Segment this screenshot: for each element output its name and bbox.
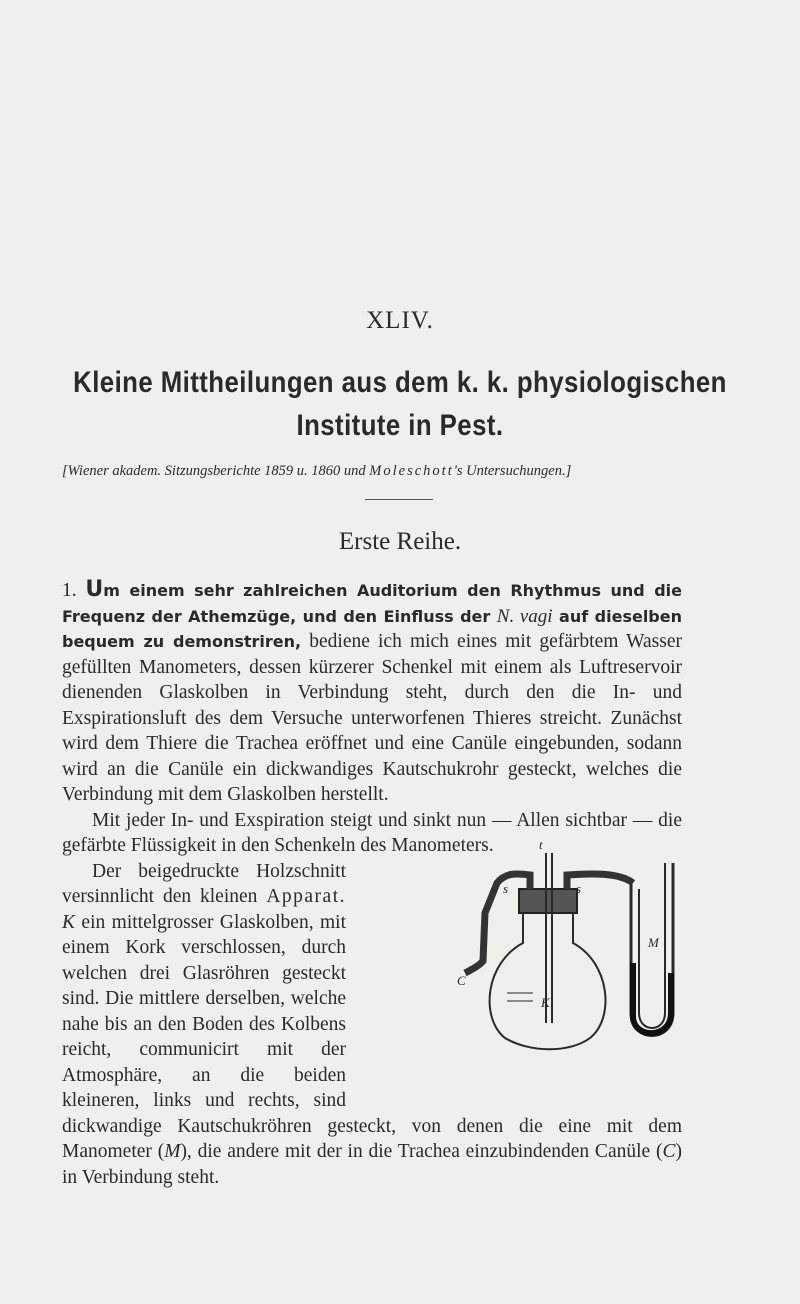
label-s-left: s	[503, 881, 509, 896]
cork	[519, 889, 577, 913]
label-t: t	[539, 837, 543, 852]
label-K: K	[541, 995, 550, 1010]
paragraph-3: Der beigedruckte Holzschnitt versinnlicht den kleinen Apparat. K ein mittelgrosser Glaskolben, mit einem Kork verschlossen, durch welchen drei Glasröhren gesteckt sind. Die mittlere derselben, welche nahe bis an den Boden des Kolbens reicht, communicirt mit der Atmosphäre, an die beiden kleineren, links und rechts, sind dickwandige Kautschukröhren gesteckt, von denen die eine mit dem Manometer (M), die andere mit der in die Trachea einzubindenden Canüle (C) in Verbindung steht.	[62, 860, 682, 1188]
title-line-2: Institute in Pest.	[296, 409, 504, 442]
paragraph-1	[62, 577, 682, 808]
source-citation	[62, 463, 762, 480]
source-part-b: 's Untersuchungen.]	[453, 463, 572, 479]
paragraph-1-text: bediene ich mich eines mit gefärbtem Wasser gefüllten Manometers, dessen kürzerer Schenkel mit einem als Luftreservoir dienenden Glaskolben in Verbindung steht, durch den die In- und Exspirationsluft des dem Versuche unterworfenen Thieres streicht. Zunächst wird dem Thiere die Trachea eröffnet und eine Canüle eingebunden, sodann wird an die Canüle ein dickwandiges Kautschukrohr gesteckt, welches die Verbindung mit dem Glaskolben herstellt.	[62, 631, 682, 805]
chapter-number: XLIV.	[366, 307, 434, 334]
paragraph-2: Mit jeder In- und Exspiration steigt und sinkt nun — Allen sichtbar — die gefärbte Flüssigkeit in den Schenkeln des Manometers.	[62, 809, 682, 856]
series-heading: Erste Reihe.	[338, 528, 462, 555]
flask-outline	[490, 911, 606, 1049]
paragraph-number: 1.	[62, 580, 77, 601]
flask-hatching	[507, 993, 533, 1001]
title-line-1: Kleine Mittheilungen aus dem k. k. physiologischen	[73, 366, 727, 399]
source-part-a: [Wiener akadem. Sitzungsberichte 1859 u. 1860 und	[62, 463, 370, 479]
label-s-right: s	[576, 881, 582, 896]
label-M: M	[648, 935, 659, 950]
apparatus-figure	[435, 837, 685, 1083]
apparatus-drawing	[435, 843, 685, 1083]
lead-in: Um einem sehr zahlreichen Auditorium den Rhythmus und die Frequenz der Athemzüge, und den Einfluss der N. vagi auf dieselben bequem zu demonstriren,	[62, 577, 683, 651]
source-author: Moleschott	[369, 463, 454, 479]
divider-rule	[365, 499, 433, 500]
label-C: C	[457, 973, 466, 988]
